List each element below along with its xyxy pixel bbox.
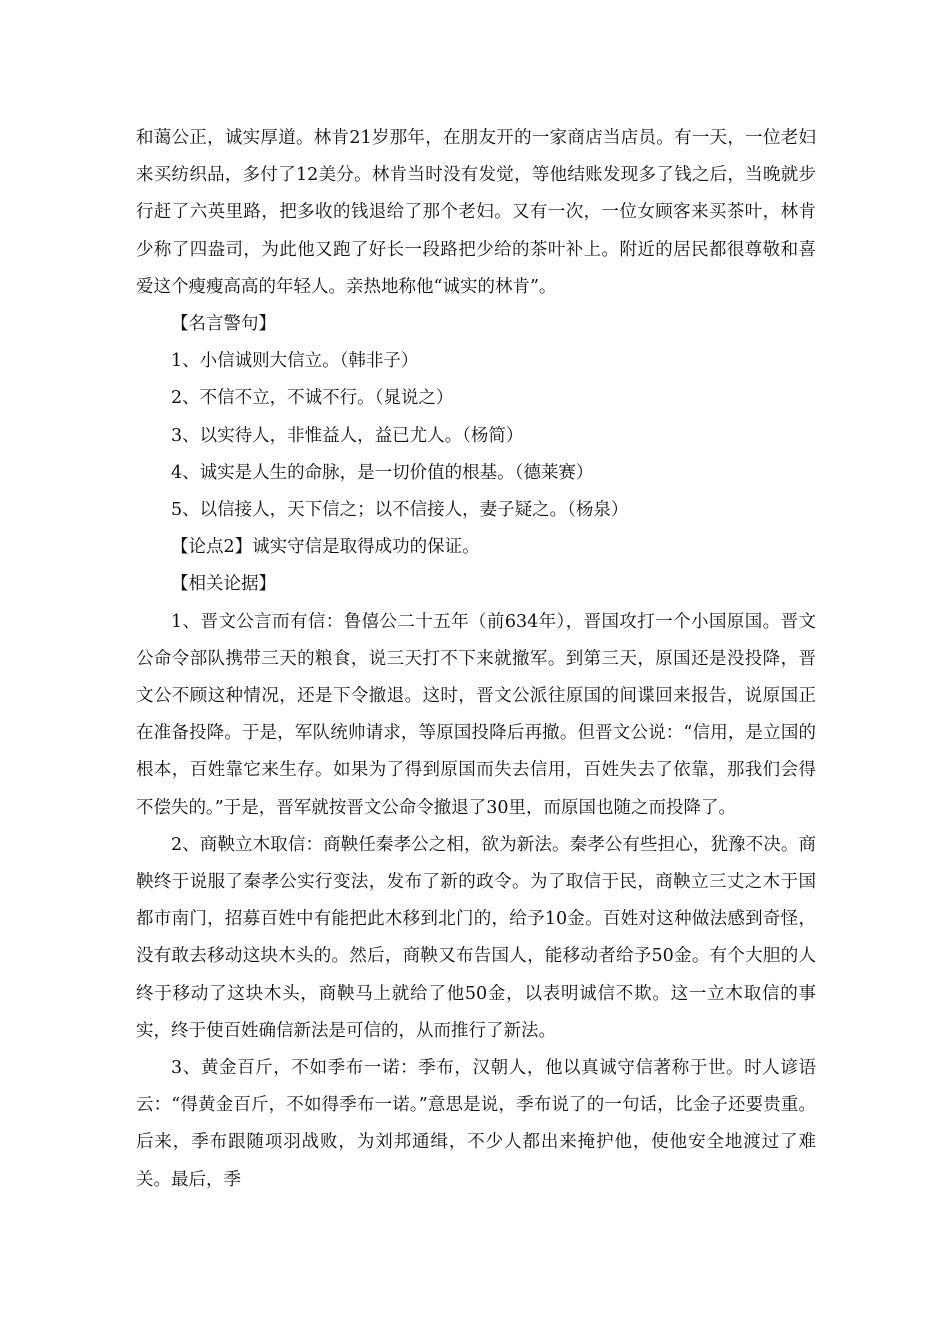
quote-item-5: 5、以信接人，天下信之；以不信接人，妻子疑之。（杨泉）	[171, 500, 629, 521]
paragraph-lincoln-story: 和蔼公正，诚实厚道。林肯21岁那年，在朋友开的一家商店当店员。有一天，一位老妇来买纺织品，多付了12美分。林肯当时没有发觉，等他结账发现多了钱之后，当晚就步行赶了六英里路，把多收的钱退给了那个老妇。又有一次，一位女顾客来买茶叶，林肯少称了四盎司，为此他又跑了好长一段路把少给的茶叶补上。附近的居民都很尊敬和喜爱这个瘦瘦高高的年轻人。亲热地称他“诚实的林肯”。	[136, 128, 816, 297]
section-heading-argument-2: 【论点2】诚实守信是取得成功的保证。	[171, 537, 480, 558]
quote-item-2: 2、不信不立，不诚不行。（晁说之）	[171, 388, 454, 409]
evidence-item-2: 2、商鞅立木取信：商鞅任秦孝公之相，欲为新法。秦孝公有些担心，犹豫不决。商鞅终于说服了秦孝公实行变法，发布了新的政令。为了取信于民，商鞅立三丈之木于国都市南门，招募百姓中有能把此木移到北门的，给予10金。百姓对这种做法感到奇怪，没有敢去移动这块木头的。然后，商鞅又布告国人，能移动者给予50金。有个大胆的人终于移动了这块木头，商鞅马上就给了他50金，以表明诚信不欺。这一立木取信的事实，终于使百姓确信新法是可信的，从而推行了新法。	[136, 834, 816, 1041]
evidence-item-3: 3、黄金百斤，不如季布一诺：季布，汉朝人，他以真诚守信著称于世。时人谚语云：“得黄金百斤，不如得季布一诺。”意思是说，季布说了的一句话，比金子还要贵重。后来，季布跟随项羽战败，为刘邦通缉，不少人都出来掩护他，使他安全地渡过了难关。最后，季	[136, 1058, 816, 1190]
quote-item-3: 3、以实待人，非惟益人，益已尤人。（杨简）	[171, 425, 524, 446]
quote-item-4: 4、诚实是人生的命脉，是一切价值的根基。（德莱赛）	[171, 462, 594, 483]
section-heading-evidence: 【相关论据】	[171, 574, 276, 595]
document-body	[136, 120, 816, 1199]
evidence-item-1: 1、晋文公言而有信：鲁僖公二十五年（前634年），晋国攻打一个小国原国。晋文公命令部队携带三天的粮食，说三天打不下来就撤军。到第三天，原国还是没投降，晋文公不顾这种情况，还是下令撤退。这时，晋文公派往原国的间谍回来报告，说原国正在准备投降。于是，军队统帅请求，等原国投降后再撤。但晋文公说：“信用，是立国的根本，百姓靠它来生存。如果为了得到原国而失去信用，百姓失去了依靠，那我们会得不偿失的。”于是，晋军就按晋文公命令撤退了30里，而原国也随之而投降了。	[136, 611, 816, 818]
quote-item-1: 1、小信诚则大信立。（韩非子）	[171, 351, 419, 372]
section-heading-quotes: 【名言警句】	[171, 314, 276, 335]
